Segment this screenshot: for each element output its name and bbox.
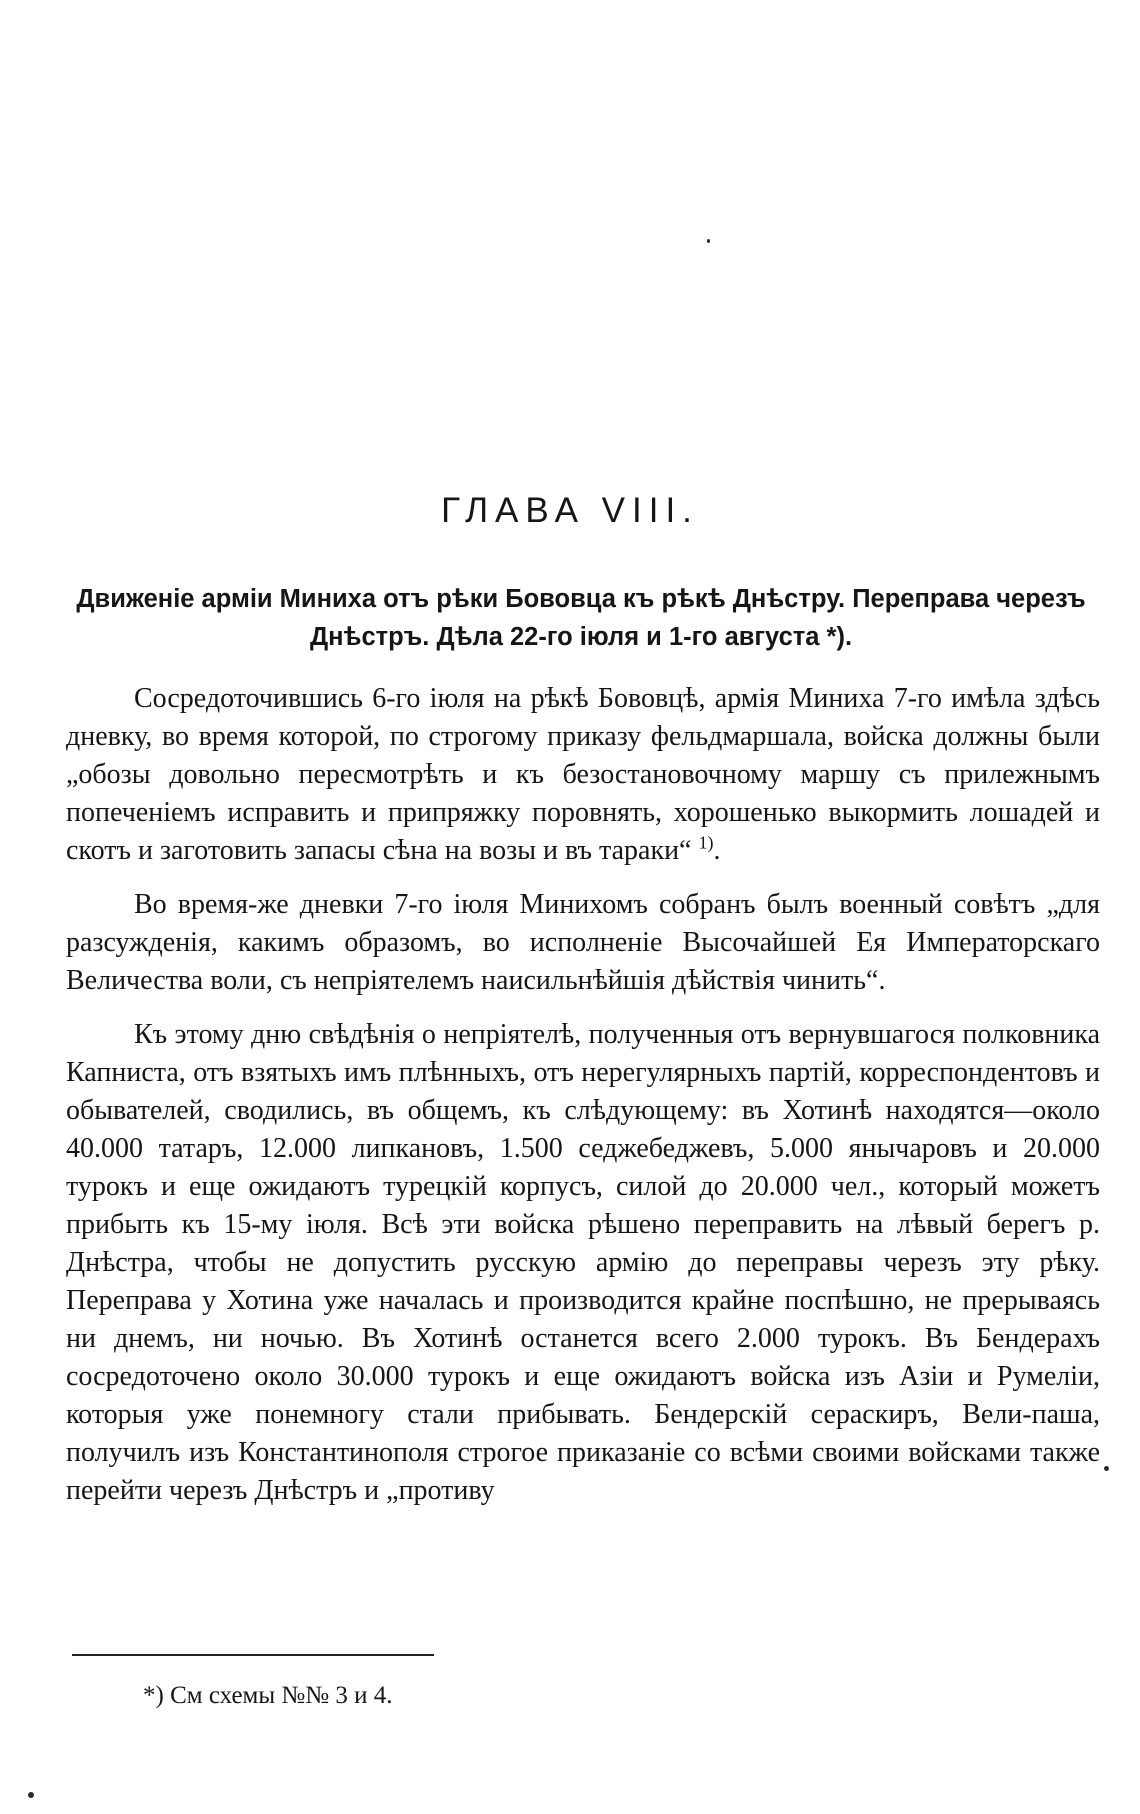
print-speck (707, 239, 710, 243)
chapter-body (66, 680, 1100, 1510)
footnote: *) См схемы №№ 3 и 4. (143, 1682, 393, 1709)
footnote-divider (72, 1654, 434, 1656)
paragraph: Къ этому дню свѣдѣнія о непріятелѣ, полученныя отъ вернувшагося полковника Капниста, отъ взятыхъ имъ плѣнныхъ, отъ нерегулярныхъ партій, корреспондентовъ и обывателей, сводились, въ общемъ, къ слѣдующему: въ Хотинѣ находятся—около 40.000 татаръ, 12.000 липкановъ, 1.500 седжебеджевъ, 5.000 янычаровъ и 20.000 турокъ и еще ожидаютъ турецкій корпусъ, силой до 20.000 чел., который можетъ прибыть къ 15-му іюля. Всѣ эти войска рѣшено переправить на лѣвый берегъ р. Днѣстра, чтобы не допустить русскую армію до переправы черезъ эту рѣку. Переправа у Хотина уже началась и производится крайне поспѣшно, не прерываясь ни днемъ, ни ночью. Въ Хотинѣ останется всего 2.000 турокъ. Въ Бендерахъ сосредоточено около 30.000 турокъ и еще ожидаютъ войска изъ Азіи и Румеліи, которыя уже понемногу стали прибывать. Бендерскій сераскиръ, Вели-паша, получилъ изъ Константинополя строгое приказаніе со всѣми своими войсками также перейти черезъ Днѣстръ и „противу (66, 1019, 1100, 1506)
chapter-title: ГЛАВА VIII. (441, 491, 699, 530)
print-speck (1104, 1466, 1109, 1471)
footnote-marker: 1) (698, 832, 714, 853)
chapter-subtitle: Движеніе арміи Миниха отъ рѣки Бововца къ рѣкѣ Днѣстру. Переправа черезъ Днѣстръ. Дѣла 22-го іюля и 1-го августа *). (76, 585, 1086, 651)
print-speck (28, 1792, 34, 1798)
paragraph-text: Сосредоточившись 6-го іюля на рѣкѣ Бововцѣ, армія Миниха 7-го имѣла здѣсь дневку, во время которой, по строгому приказу фельдмаршала, войска должны были „обозы довольно пересмотрѣть и къ безостановочному маршу съ прилежнымъ попеченіемъ исправить и припряжку поровнять, хорошенько выкормить лошадей и скотъ и заготовить запасы сѣна на возы и въ тараки“ (66, 683, 1100, 866)
paragraph: Во время-же дневки 7-го іюля Минихомъ собранъ былъ военный совѣтъ „для разсужденія, какимъ образомъ, во исполненіе Высочайшей Ея Императорскаго Величества воли, съ непріятелемъ наисильнѣйшія дѣйствія чинить“. (66, 889, 1100, 996)
paragraph-tail: . (713, 835, 721, 866)
paragraph (66, 680, 1100, 870)
